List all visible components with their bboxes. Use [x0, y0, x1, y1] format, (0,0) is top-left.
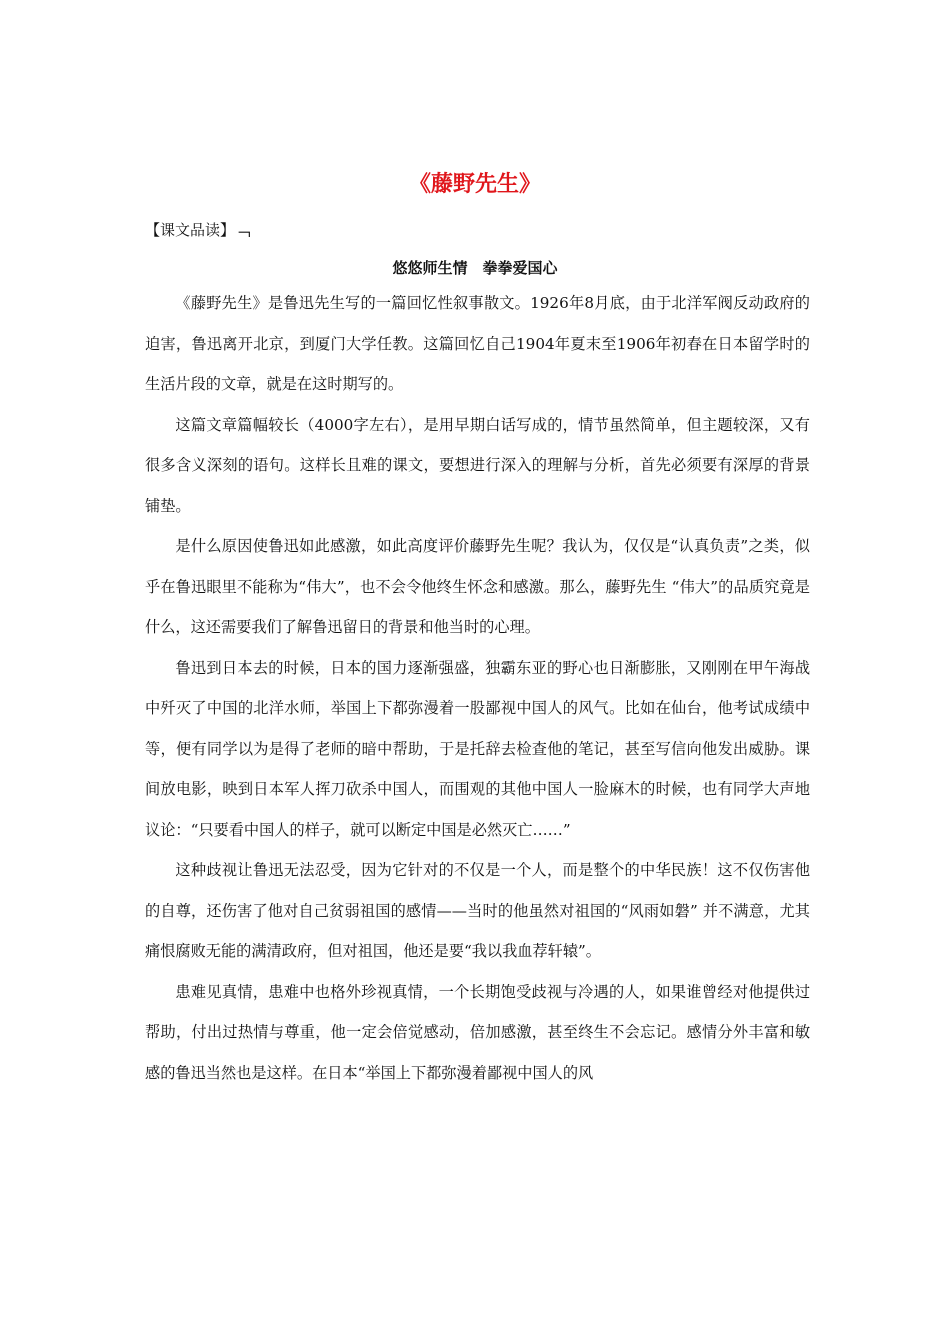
paragraph-5: 这种歧视让鲁迅无法忍受，因为它针对的不仅是一个人，而是整个的中华民族！这不仅伤害他的自尊，还伤害了他对自己贫弱祖国的感情——当时的他虽然对祖国的“风雨如磐” 并不满意，尤其痛恨腐败无能的满清政府，但对祖国，他还是要“我以我血荐轩辕”。 [145, 861, 810, 960]
section-mark: ﹁ [235, 221, 251, 239]
paragraph-1: 《藤野先生》是鲁迅先生写的一篇回忆性叙事散文。1926年8月底，由于北洋军阀反动政府的迫害，鲁迅离开北京，到厦门大学任教。这篇回忆自己1904年夏末至1906年初春在日本留学时的生活片段的文章，就是在这时期写的。 [145, 294, 810, 393]
article-body [145, 283, 810, 1093]
section-label-text: 【课文品读】 [145, 221, 236, 239]
document-title: 《藤野先生》 [408, 172, 541, 197]
paragraph-6: 患难见真情，患难中也格外珍视真情，一个长期饱受歧视与冷遇的人，如果谁曾经对他提供过帮助，付出过热情与尊重，他一定会倍觉感动，倍加感激，甚至终生不会忘记。感情分外丰富和敏感的鲁迅当然也是这样。在日本“举国上下都弥漫着鄙视中国人的风 [145, 982, 810, 1082]
paragraph-3: 是什么原因使鲁迅如此感激，如此高度评价藤野先生呢？我认为，仅仅是“认真负责”之类，似乎在鲁迅眼里不能称为“伟大”，也不会令他终生怀念和感激。那么，藤野先生 “伟大”的品质究竟是什么，这还需要我们了解鲁迅留日的背景和他当时的心理。 [145, 537, 810, 636]
paragraph-2: 这篇文章篇幅较长（4000字左右），是用早期白话写成的，情节虽然简单，但主题较深，又有很多含义深刻的语句。这样长且难的课文，要想进行深入的理解与分析，首先必须要有深厚的背景铺垫。 [145, 415, 810, 515]
paragraph-4: 鲁迅到日本去的时候，日本的国力逐渐强盛，独霸东亚的野心也日渐膨胀，又刚刚在甲午海战中歼灭了中国的北洋水师，举国上下都弥漫着一股鄙视中国人的风气。比如在仙台，他考试成绩中等，便有同学以为是得了老师的暗中帮助，于是托辞去检查他的笔记，甚至写信向他发出威胁。课间放电影，映到日本军人挥刀砍杀中国人，而围观的其他中国人一脸麻木的时候，也有同学大声地议论：“只要看中国人的样子，就可以断定中国是必然灭亡……” [145, 658, 810, 839]
article-subtitle: 悠悠师生情 拳拳爱国心 [392, 259, 558, 277]
section-label [145, 220, 250, 240]
